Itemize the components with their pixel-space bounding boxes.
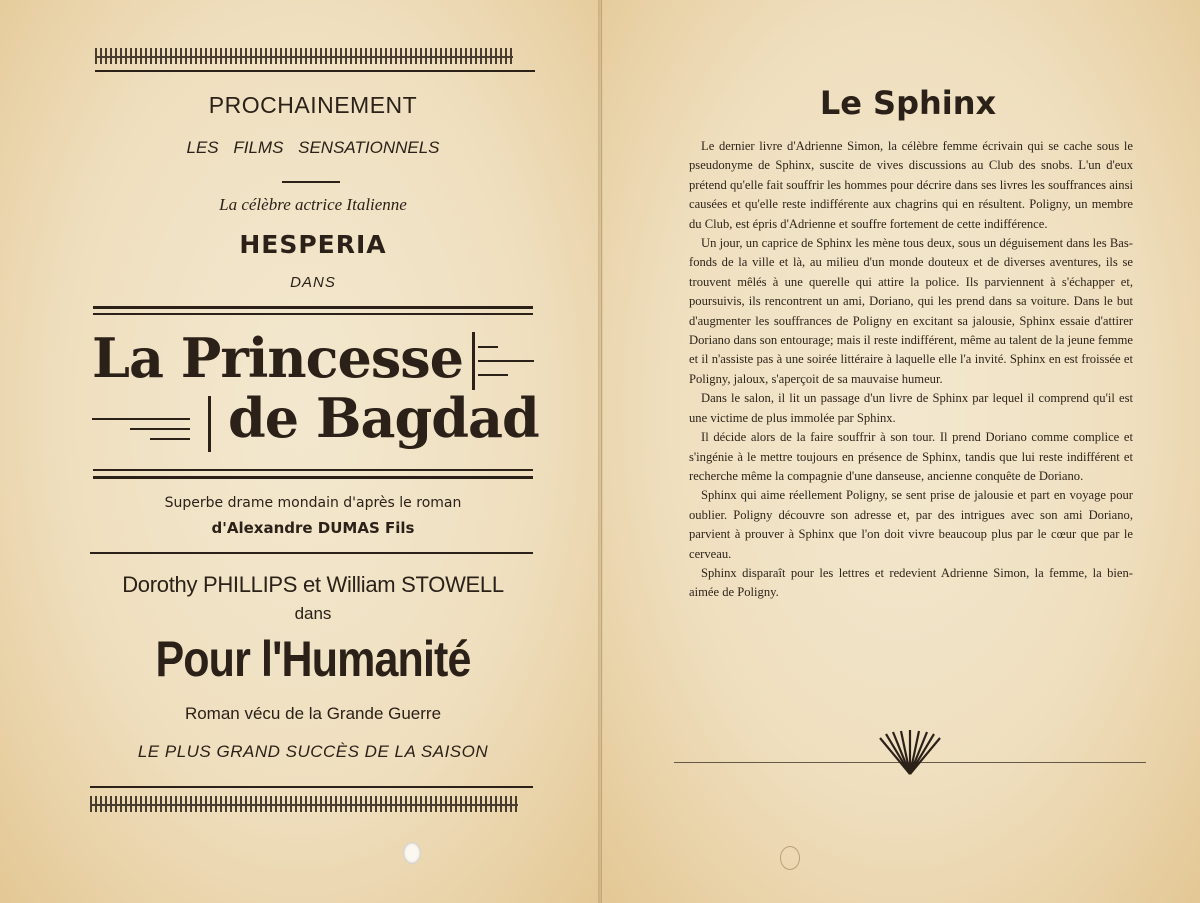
double-rule-bottom-a (93, 469, 533, 471)
bottom-rule (90, 786, 533, 788)
film1-title-line1: La Princesse (92, 326, 463, 390)
bottom-ornament-border (90, 796, 518, 812)
film2-title: Pour l'Humanité (155, 631, 471, 687)
title-ornament-bar-2 (208, 396, 211, 452)
double-rule-top-a (93, 306, 533, 309)
title-ornament-line-6 (150, 438, 190, 440)
dans-label-2: dans (294, 604, 332, 623)
cast-line (90, 572, 536, 598)
title-ornament-line-2 (478, 360, 534, 362)
top-rule (95, 70, 535, 72)
paragraph: Un jour, un caprice de Sphinx les mène tous deux, sous un déguisement dans les Bas-fonds de la ville et là, au milieu d'un monde douteux et de diverses aventures, ils se trouvent mêlés à une querelle qui attire la police. Ils parviennent à s'échapper et, poursuivis, ils rencontrent un ami, Doriano, qui les prend dans sa voiture. Dans le but d'augmenter les souffrances de Poligny en excitant sa jalousie, Sphinx essaie d'attirer Doriano dans son entourage; mais il reste indifférent, même au talent de la jeune femme et il n'assiste pas à une soirée littéraire à laquelle elle l'a invité. Sphinx en est froissée et Poligny, jaloux, s'aperçoit de sa mauvaise humeur. (689, 236, 1133, 386)
dans-label: DANS (290, 274, 336, 291)
mid-rule (90, 552, 533, 554)
actress-intro: La célèbre actrice Italienne (219, 195, 407, 214)
film2-description: Roman vécu de la Grande Guerre (184, 704, 442, 723)
short-divider (282, 181, 340, 183)
cast-name-2: William STOWELL (326, 572, 504, 597)
binding-hole-faint (780, 846, 800, 870)
actress-name: HESPERIA (239, 230, 387, 259)
binding-hole (403, 842, 421, 864)
cast-name-1: Dorothy PHILLIPS (122, 572, 298, 597)
paragraph: Le dernier livre d'Adrienne Simon, la célèbre femme écrivain qui se cache sous le pseudonyme de Sphinx, suscite de vives discussions au Club des snobs. L'un d'eux prétend qu'elle fait souffrir les hommes pour décrire dans ses livres les souffrances ainsi causées et qu'elle reste indifférente aux chagrins qui en résultent. Poligny, un membre du Club, est épris d'Adrienne et souffre fortement de cette indifférence. (689, 139, 1133, 231)
top-ornament-border (95, 48, 513, 64)
paragraph: Sphinx disparaît pour les lettres et redevient Adrienne Simon, la femme, la bien-aimée de Poligny. (689, 565, 1133, 600)
paragraph: Sphinx qui aime réellement Poligny, se sent prise de jalousie et part en voyage pour oublier. Poligny découvre son adresse et, par des intrigues avec son ami Doriano, parvient à prouver à Sphinx que l'on doit vivre beaucoup plus par le cœur que par le cerveau. (689, 488, 1133, 561)
cast-et: et (302, 572, 321, 597)
sphinx-title: Le Sphinx (819, 84, 997, 122)
title-ornament-line-4 (92, 418, 190, 420)
footer-rule (674, 762, 1146, 763)
title-ornament-line-1 (478, 346, 498, 348)
title-ornament-line-5 (130, 428, 190, 430)
fan-ornament-icon (878, 730, 942, 776)
film1-title-line2: de Bagdad (228, 386, 539, 450)
film2-tagline: LE PLUS GRAND SUCCÈS DE LA SAISON (137, 742, 489, 761)
film1-description: Superbe drame mondain d'après le roman (164, 495, 462, 511)
title-ornament-bar-1 (472, 332, 475, 390)
synopsis-text (689, 137, 1133, 603)
double-rule-top-b (93, 313, 533, 315)
heading-prochainement: PROCHAINEMENT (208, 92, 418, 118)
title-ornament-line-3 (478, 374, 508, 376)
paragraph: Il décide alors de la faire souffrir à son tour. Il prend Doriano comme complice et s'ingénie à le mettre toujours en présence de Sphinx, tandis que lui reste indifférent et recherche même la compagnie d'une danseuse, ancienne conquête de Doriano. (689, 430, 1133, 483)
paragraph: Dans le salon, il lit un passage d'un livre de Sphinx par lequel il comprend qu'il est une victime de plus immolée par Sphinx. (689, 391, 1133, 425)
subheading-films: LES FILMS SENSATIONNELS (186, 138, 440, 157)
double-rule-bottom-b (93, 476, 533, 479)
film1-author: d'Alexandre DUMAS Fils (211, 519, 415, 537)
